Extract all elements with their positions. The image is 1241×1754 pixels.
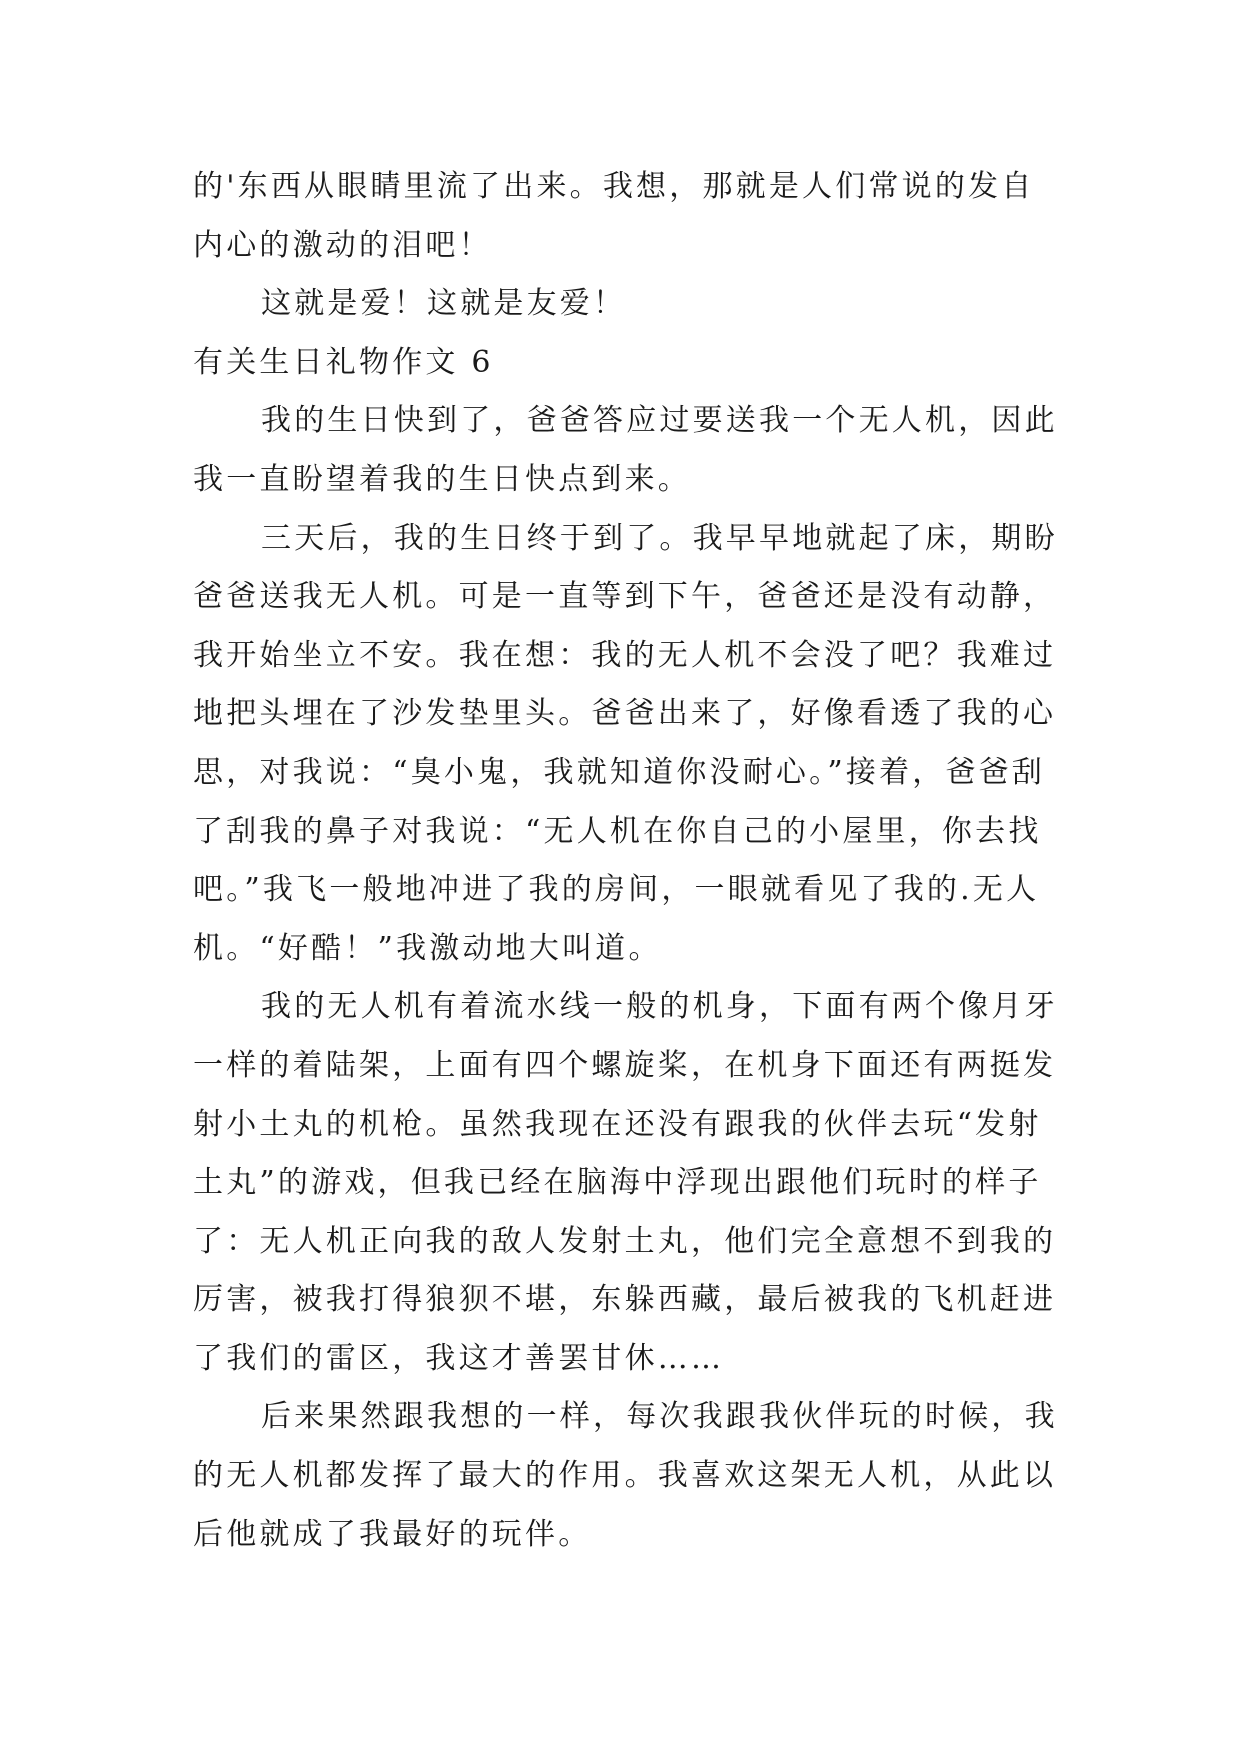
text-line: 这就是爱！这就是友爱！ [261, 286, 627, 322]
section-heading: 有关生日礼物作文 6 [193, 344, 494, 380]
text-line: 我一直盼望着我的生日快点到来。 [193, 461, 691, 497]
text-line: 厉害，被我打得狼狈不堪，东躲西藏，最后被我的飞机赶进 [193, 1282, 1057, 1318]
essay-text [193, 158, 1063, 1564]
text-line: 一样的着陆架，上面有四个螺旋桨，在机身下面还有两挺发 [193, 1047, 1057, 1083]
text-line: 后来果然跟我想的一样，每次我跟我伙伴玩的时候，我 [261, 1399, 1058, 1435]
text-line: 了刮我的鼻子对我说：“无人机在你自己的小屋里，你去找 [193, 813, 1042, 849]
text-line: 三天后，我的生日终于到了。我早早地就起了床，期盼 [261, 520, 1058, 556]
text-line: 地把头埋在了沙发垫里头。爸爸出来了，好像看透了我的心 [193, 696, 1057, 732]
text-line: 了我们的雷区，我这才善罢甘休…… [193, 1340, 725, 1376]
text-line: 我的生日快到了，爸爸答应过要送我一个无人机，因此 [261, 403, 1058, 439]
text-line: 我的无人机有着流水线一般的机身，下面有两个像月牙 [261, 989, 1058, 1025]
text-line: 爸爸送我无人机。可是一直等到下午，爸爸还是没有动静， [193, 579, 1057, 615]
text-line: 思，对我说：“臭小鬼，我就知道你没耐心。”接着，爸爸刮 [193, 754, 1046, 790]
text-line: 的'东西从眼睛里流了出来。我想，那就是人们常说的发自 [193, 169, 1035, 204]
text-line: 内心的激动的泪吧！ [193, 227, 492, 263]
text-line: 的无人机都发挥了最大的作用。我喜欢这架无人机，从此以 [193, 1458, 1057, 1494]
text-line: 我开始坐立不安。我在想：我的无人机不会没了吧？我难过 [193, 637, 1057, 673]
text-line: 射小土丸的机枪。虽然我现在还没有跟我的伙伴去玩“发射 [193, 1106, 1042, 1142]
text-line: 吧。”我飞一般地冲进了我的房间，一眼就看见了我的.无人 [193, 872, 1040, 908]
text-line: 后他就成了我最好的玩伴。 [193, 1516, 592, 1552]
text-line: 土丸”的游戏，但我已经在脑海中浮现出跟他们玩时的样子 [193, 1165, 1042, 1201]
text-line: 机。“好酷！”我激动地大叫道。 [193, 930, 662, 966]
text-line: 了：无人机正向我的敌人发射土丸，他们完全意想不到我的 [193, 1223, 1057, 1259]
